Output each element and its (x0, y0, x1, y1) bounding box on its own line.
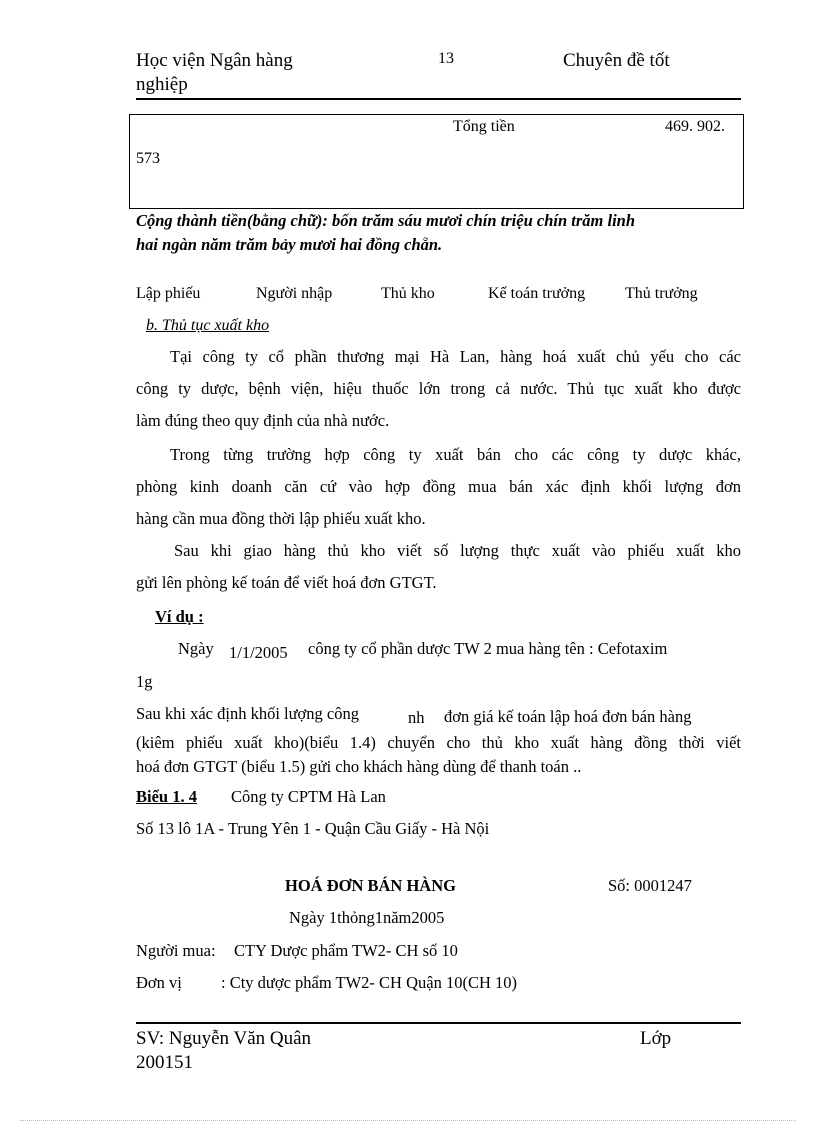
amount-words-line1: Cộng thành tiền(bằng chữ): bốn trăm sáu mươi chín triệu chín trăm linh (136, 211, 636, 230)
bieu-company: Công ty CPTM Hà Lan (231, 787, 386, 806)
header-right: Chuyên đề tốt (563, 50, 670, 71)
example-line3c: đơn giá kế toán lập hoá đơn bán hàng (444, 707, 692, 726)
signature-lap-phieu: Lập phiếu (136, 285, 201, 302)
invoice-unit-label: Đơn vị (136, 973, 182, 992)
p3-line2: gửi lên phòng kế toán để viết hoá đơn GTGT. (136, 573, 437, 592)
amount-words-line2: hai ngàn năm trăm bảy mươi hai đồng chẵn. (136, 235, 443, 254)
footer-rule (136, 1022, 741, 1024)
p2-line1: Trong từng trường hợp công ty xuất bán cho các công ty dược khác, (170, 445, 741, 464)
paragraph-3 (136, 535, 741, 599)
p3-line1: Sau khi giao hàng thủ kho viết số lượng thực xuất vào phiếu xuất kho (174, 541, 741, 560)
example-line3b: nh (408, 708, 425, 727)
example-label: Ví dụ : (155, 607, 204, 626)
example-line5: hoá đơn GTGT (biểu 1.5) gửi cho khách hàng dùng để thanh toán .. (136, 757, 582, 776)
signature-nguoi-nhap: Người nhập (256, 285, 333, 302)
p2-line2: phòng kinh doanh căn cứ vào hợp đồng mua bán xác định khối lượng đơn (136, 477, 741, 496)
page-number: 13 (438, 50, 454, 67)
p1-line1: Tại công ty cổ phần thương mại Hà Lan, hàng hoá xuất chủ yếu cho các (170, 347, 741, 366)
example-line2: 1g (136, 672, 153, 691)
header-rule (136, 98, 741, 100)
p2-line3: hàng cần mua đồng thời lập phiếu xuất kho. (136, 509, 426, 528)
total-value-part1: 469. 902. (665, 118, 725, 135)
bieu-label: Biểu 1. 4 (136, 787, 197, 806)
page-bottom-dotted-line (20, 1120, 796, 1121)
invoice-number: Số: 0001247 (608, 876, 692, 895)
signature-thu-truong: Thủ trưởng (625, 285, 698, 302)
paragraph-2 (136, 439, 741, 535)
total-value-part2: 573 (136, 150, 160, 167)
section-title: b. Thủ tục xuất kho (146, 317, 270, 334)
example-date-prefix: Ngày (178, 639, 214, 658)
invoice-buyer: CTY Dược phẩm TW2- CH số 10 (234, 941, 458, 960)
footer-left-line1: SV: Nguyễn Văn Quân (136, 1028, 312, 1049)
total-label: Tổng tiền (453, 118, 515, 135)
paragraph-1 (136, 341, 741, 437)
p1-line3: làm đúng theo quy định của nhà nước. (136, 411, 390, 430)
example-line4: (kiêm phiếu xuất kho)(biểu 1.4) chuyển cho thủ kho xuất hàng đồng thời viết (136, 733, 741, 752)
invoice-buyer-label: Người mua: (136, 941, 216, 960)
invoice-title: HOÁ ĐƠN BÁN HÀNG (285, 876, 456, 895)
header-left-line2: nghiệp (136, 74, 188, 95)
example-line3a: Sau khi xác định khối lượng công (136, 704, 359, 723)
p1-line2: công ty dược, bệnh viện, hiệu thuốc lớn trong cả nước. Thủ tục xuất kho được (136, 379, 741, 398)
example-line1-rest: công ty cổ phần dược TW 2 mua hàng tên : Cefotaxim (308, 639, 668, 658)
invoice-date: Ngày 1thỏng1năm2005 (289, 908, 445, 927)
invoice-unit: : Cty dược phẩm TW2- CH Quận 10(CH 10) (221, 973, 517, 992)
signature-thu-kho: Thủ kho (381, 285, 435, 302)
signature-ke-toan-truong: Kế toán trưởng (488, 285, 586, 302)
total-box (129, 114, 744, 209)
bieu-address: Số 13 lô 1A - Trung Yên 1 - Quận Cầu Giấy - Hà Nội (136, 819, 490, 838)
example-date: 1/1/2005 (229, 643, 288, 662)
footer-left-line2: 200151 (136, 1052, 193, 1073)
header-left-line1: Học viện Ngân hàng (136, 50, 293, 71)
example-lines (136, 731, 741, 779)
footer-right: Lớp (640, 1028, 672, 1049)
